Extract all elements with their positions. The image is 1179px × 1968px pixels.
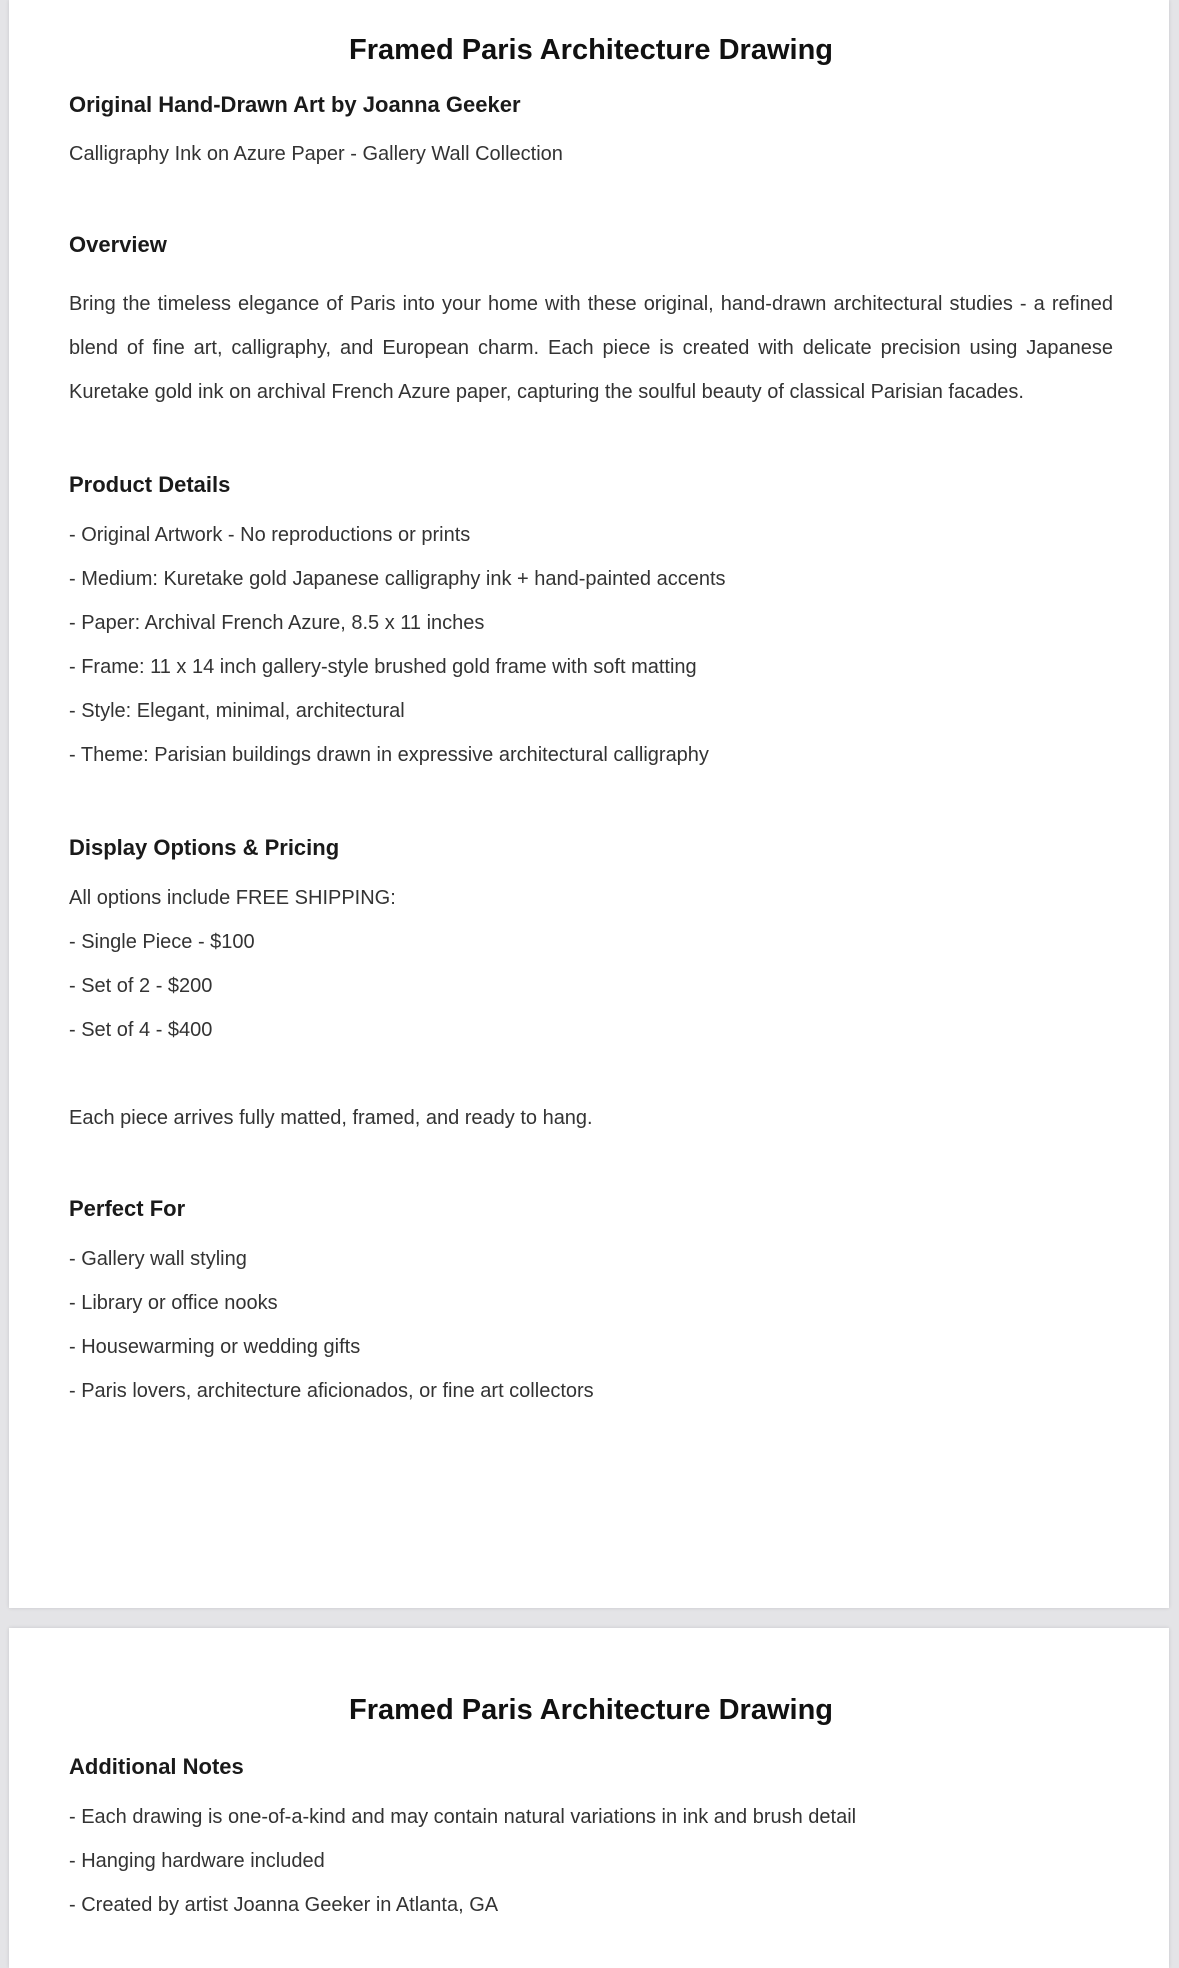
list-item: - Paris lovers, architecture aficionados, or fine art collectors xyxy=(69,1380,594,1402)
shipping-intro: All options include FREE SHIPPING: xyxy=(69,887,396,909)
list-item: - Paper: Archival French Azure, 8.5 x 11 inches xyxy=(69,612,485,634)
overview-heading: Overview xyxy=(69,232,167,257)
page-title: Framed Paris Architecture Drawing xyxy=(348,1694,834,1726)
list-item: - Library or office nooks xyxy=(69,1292,278,1314)
perfect-for-list xyxy=(69,1237,1113,1413)
document-page-1 xyxy=(9,0,1169,1608)
list-item: - Each drawing is one-of-a-kind and may contain natural variations in ink and brush detail xyxy=(69,1806,857,1828)
list-item: - Single Piece - $100 xyxy=(69,931,255,953)
list-item: - Style: Elegant, minimal, architectural xyxy=(69,700,405,722)
list-item: - Created by artist Joanna Geeker in Atlanta, GA xyxy=(69,1894,499,1916)
list-item: - Housewarming or wedding gifts xyxy=(69,1336,361,1358)
overview-text: Bring the timeless elegance of Paris into your home with these original, hand-drawn architectural studies - a refined blend of fine art, calligraphy, and European charm. Each piece is created with delicate precision using Japanese Kuretake gold ink on archival French Azure paper, capturing the soulful beauty of classical Parisian facades. xyxy=(69,293,1113,403)
list-item: - Frame: 11 x 14 inch gallery-style brushed gold frame with soft matting xyxy=(69,656,697,678)
list-item: - Medium: Kuretake gold Japanese calligraphy ink + hand-painted accents xyxy=(69,568,726,590)
product-details-heading: Product Details xyxy=(69,472,231,497)
page-title: Framed Paris Architecture Drawing xyxy=(348,34,834,66)
collection-tagline: Calligraphy Ink on Azure Paper - Gallery Wall Collection xyxy=(69,143,563,165)
list-item: - Gallery wall styling xyxy=(69,1248,247,1270)
list-item: - Theme: Parisian buildings drawn in expressive architectural calligraphy xyxy=(69,744,709,766)
list-item: - Set of 2 - $200 xyxy=(69,975,213,997)
pricing-list xyxy=(69,920,1113,1052)
additional-notes-heading: Additional Notes xyxy=(69,1754,244,1779)
display-options-heading: Display Options & Pricing xyxy=(69,835,340,860)
list-item: - Set of 4 - $400 xyxy=(69,1019,213,1041)
document-page-2 xyxy=(9,1628,1169,1968)
additional-notes-list xyxy=(69,1795,1113,1927)
product-details-list xyxy=(69,513,1113,777)
list-item: - Original Artwork - No reproductions or prints xyxy=(69,524,471,546)
ready-to-hang-note: Each piece arrives fully matted, framed, and ready to hang. xyxy=(69,1107,593,1129)
artist-subtitle: Original Hand-Drawn Art by Joanna Geeker xyxy=(69,92,521,117)
perfect-for-heading: Perfect For xyxy=(69,1196,186,1221)
list-item: - Hanging hardware included xyxy=(69,1850,325,1872)
